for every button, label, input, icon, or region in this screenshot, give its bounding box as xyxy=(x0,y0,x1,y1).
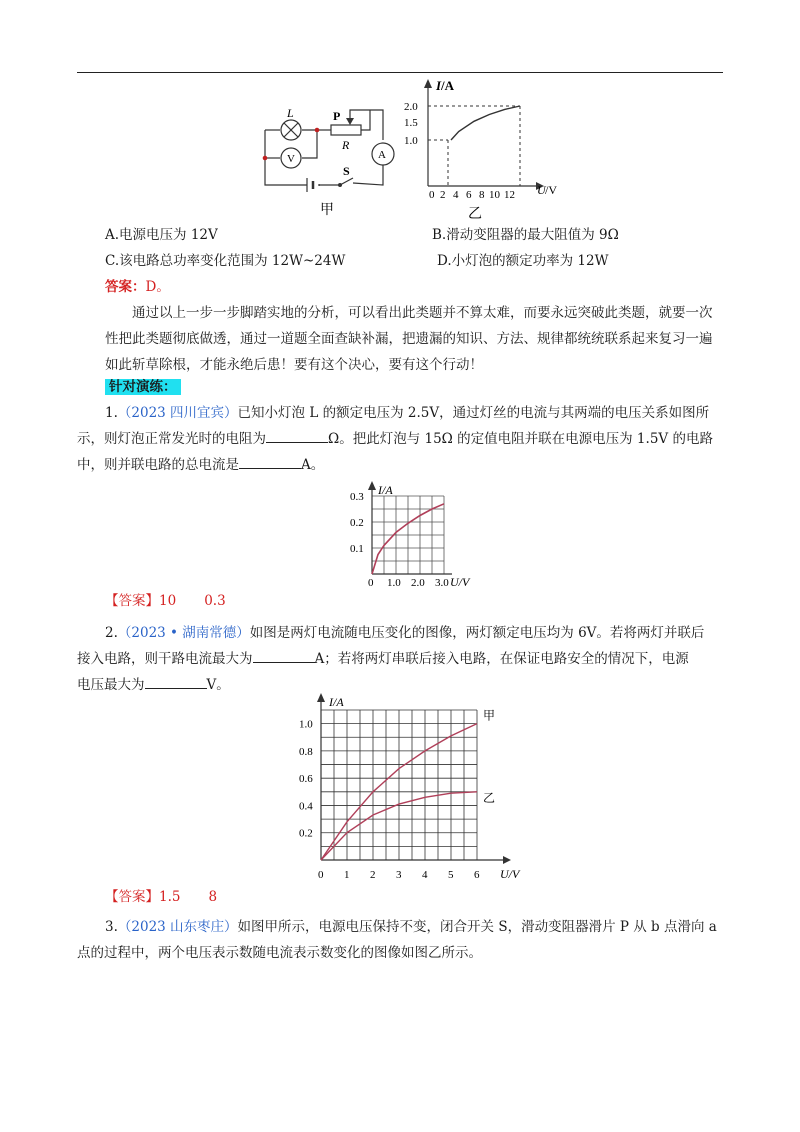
graph-yi-xlabel-unit: /V xyxy=(545,183,557,197)
option-a: A.电源电压为 12V xyxy=(105,227,218,243)
q2-text-a: 如图是两灯电流随电压变化的图像，两灯额定电压均为 6V。若将两灯并联后 xyxy=(249,625,705,641)
graph-yi-xtick: 12 xyxy=(504,189,515,201)
answer-label: 答案： xyxy=(105,279,146,295)
q2-text-b: 接入电路，则干路电流最大为 xyxy=(77,651,253,667)
q2-text-c: A；若将两灯串联后接入电路，在保证电路安全的情况下，电源 xyxy=(314,651,689,667)
graph-yi-ytick: 1.0 xyxy=(404,135,418,147)
q2-graph-ylabel: I/A xyxy=(329,695,344,709)
graph-yi-caption: 乙 xyxy=(468,207,482,222)
q1-answer-1: 10 xyxy=(159,593,177,609)
pointer-label: P xyxy=(333,109,341,123)
q2-line-1 xyxy=(105,620,704,646)
q2-ytick: 0.2 xyxy=(299,827,313,840)
q2-xtick: 5 xyxy=(448,869,454,881)
ammeter-label: A xyxy=(378,149,386,161)
q1-blank-2[interactable] xyxy=(239,454,301,469)
q2-line-2 xyxy=(77,646,689,672)
option-d: D.小灯泡的额定功率为 12W xyxy=(437,253,609,269)
q1-answer-2: 0.3 xyxy=(204,593,226,609)
q2-answer-label: 【答案】 xyxy=(105,889,159,905)
q1-text-a: 已知小灯泡 L 的额定电压为 2.5V，通过灯丝的电流与其两端的电压关系如图所 xyxy=(237,405,710,421)
q1-graph-origin: 0 xyxy=(368,577,374,588)
q1-ytick: 0.2 xyxy=(350,517,364,529)
q3-text-a: 如图甲所示，电源电压保持不变，闭合开关 S，滑动变阻器滑片 P 从 b 点滑向 a xyxy=(237,919,717,935)
q1-line-3 xyxy=(77,452,324,478)
circuit-caption: 甲 xyxy=(320,203,334,218)
q1-answer xyxy=(105,588,226,614)
graph-yi-ytick: 1.5 xyxy=(404,117,418,129)
q2-ytick: 1.0 xyxy=(299,718,313,731)
graph-yi-ylabel-unit: /A xyxy=(441,78,454,93)
q2-xtick: 6 xyxy=(474,869,480,881)
graph-yi xyxy=(380,76,580,226)
graph-yi-xtick: 0 xyxy=(429,189,435,201)
practice-title xyxy=(105,374,181,400)
q2-blank-1[interactable] xyxy=(253,648,315,663)
lamp-label: L xyxy=(287,106,294,120)
q1-ytick: 0.1 xyxy=(350,543,364,555)
graph-yi-xtick: 2 xyxy=(440,189,446,201)
option-b: B.滑动变阻器的最大阻值为 9Ω xyxy=(432,227,619,243)
q2-ytick: 0.6 xyxy=(299,773,313,786)
q1-source: （2023 四川宜宾） xyxy=(117,405,238,421)
q2-answer-2: 8 xyxy=(208,889,218,905)
graph-yi-ylabel-i: I xyxy=(436,78,442,93)
q3-line-1 xyxy=(105,914,717,940)
q1-text-e: A。 xyxy=(301,457,325,473)
q2-series-label: 甲 xyxy=(483,708,496,723)
graph-yi-xtick: 4 xyxy=(453,189,459,201)
q2-ytick: 0.8 xyxy=(299,745,313,758)
q2-line-3 xyxy=(77,672,230,698)
q2-graph xyxy=(295,692,525,884)
q1-graph-ylabel: I/A xyxy=(378,483,393,497)
q3-source: （2023 山东枣庄） xyxy=(117,919,238,935)
q2-series-label: 乙 xyxy=(483,790,496,805)
q2-text-d: 电压最大为 xyxy=(77,677,145,693)
q2-ytick: 0.4 xyxy=(299,800,313,813)
answer-value: D。 xyxy=(145,279,170,295)
q1-number: 1. xyxy=(105,405,118,421)
switch-label: S xyxy=(343,164,350,178)
q1-xtick: 2.0 xyxy=(411,577,425,588)
header-rule xyxy=(77,72,723,73)
graph-yi-xtick: 6 xyxy=(466,189,472,201)
graph-yi-xtick: 10 xyxy=(489,189,500,201)
graph-yi-xtick: 8 xyxy=(479,189,485,201)
q2-source: （2023 • 湖南常德） xyxy=(117,625,250,641)
q1-ytick: 0.3 xyxy=(350,491,364,503)
q1-text-d: 中，则并联电路的总电流是 xyxy=(77,457,239,473)
q1-blank-1[interactable] xyxy=(266,428,328,443)
answer-line xyxy=(105,274,170,300)
q1-graph xyxy=(340,478,490,588)
rheostat-label: R xyxy=(342,138,350,152)
q2-graph-xlabel: U/V xyxy=(500,867,520,881)
q3-number: 3. xyxy=(105,919,118,935)
q1-answer-label: 【答案】 xyxy=(105,593,159,609)
graph-yi-xlabel-u: U xyxy=(537,183,546,197)
q2-text-e: V。 xyxy=(206,677,230,693)
graph-yi-line xyxy=(451,106,520,140)
q1-text-c: Ω。把此灯泡与 15Ω 的定值电阻并联在电源电压为 1.5V 的电路 xyxy=(328,431,713,447)
q2-xtick: 2 xyxy=(370,869,376,881)
q1-line-1 xyxy=(105,400,709,426)
q2-xtick: 1 xyxy=(344,869,350,881)
q2-xtick: 0 xyxy=(318,869,324,881)
q2-xtick: 4 xyxy=(422,869,428,881)
q3-line-2: 点的过程中，两个电压表示数随电流表示数变化的图像如图乙所示。 xyxy=(77,945,482,961)
q2-blank-2[interactable] xyxy=(145,674,207,689)
option-c: C.该电路总功率变化范围为 12W~24W xyxy=(105,253,346,269)
graph-yi-ytick: 2.0 xyxy=(404,101,418,113)
q2-number: 2. xyxy=(105,625,118,641)
q1-graph-xlabel: U/V xyxy=(450,575,470,588)
q2-answer-1: 1.5 xyxy=(159,889,181,905)
practice-title-text: 针对演练： xyxy=(105,379,181,395)
q1-xtick: 3.0 xyxy=(435,577,449,588)
q1-line-2 xyxy=(77,426,713,452)
voltmeter-label: V xyxy=(287,153,295,165)
q1-xtick: 1.0 xyxy=(387,577,401,588)
summary-paragraph: 通过以上一步一步脚踏实地的分析，可以看出此类题并不算太难，而要永远突破此类题，就要一次性把此类题彻底做透，通过一道题全面查缺补漏，把遗漏的知识、方法、规律都统统联系起来复习一遍如此斩草除根，才能永绝后患！要有这个决心，要有这个行动！ xyxy=(105,305,713,373)
q1-text-b: 示，则灯泡正常发光时的电阻为 xyxy=(77,431,266,447)
graph-yi-series xyxy=(451,106,520,140)
q2-xtick: 3 xyxy=(396,869,402,881)
q2-answer xyxy=(105,884,217,910)
